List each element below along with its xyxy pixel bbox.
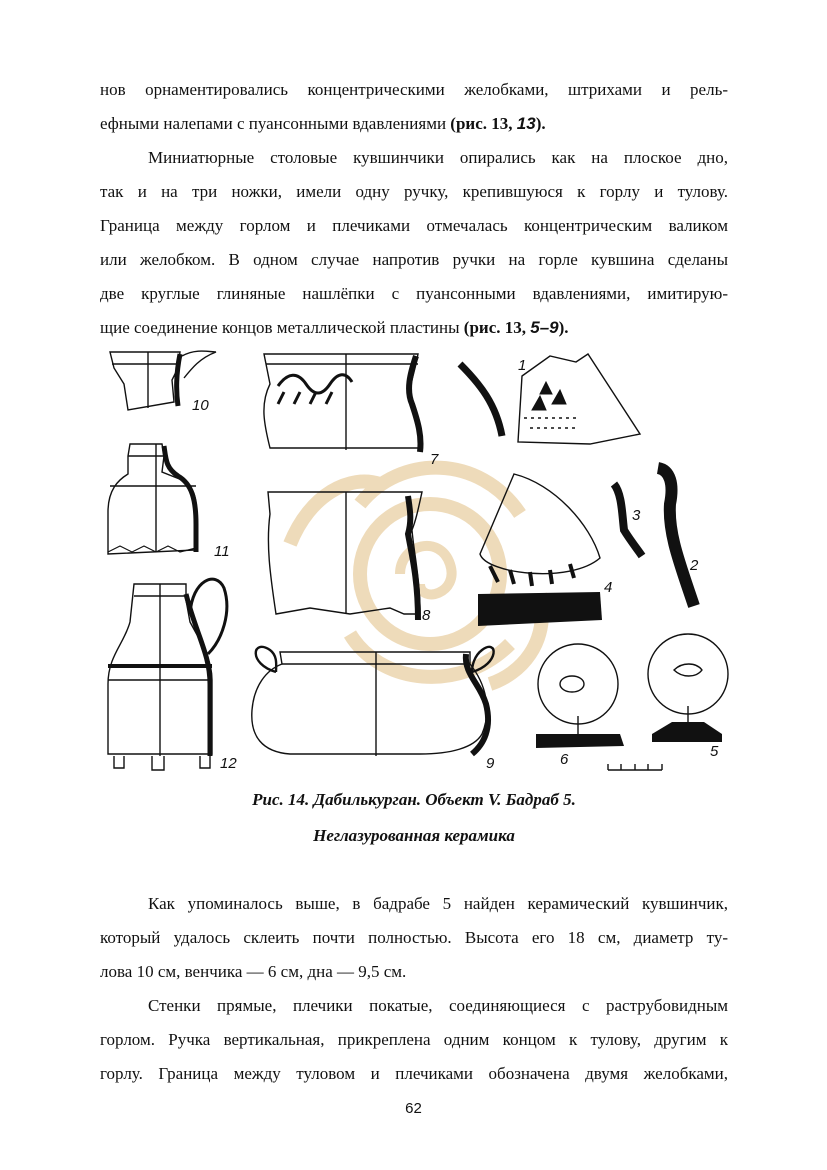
- ceramics-drawing: [100, 344, 740, 786]
- text-line: Как упоминалось выше, в бадрабе 5 найден керамический кувшинчик,: [148, 894, 728, 913]
- figure-labels: [192, 357, 719, 772]
- text-line: [100, 311, 728, 345]
- text-run: щие соединение концов металлической пластины: [100, 318, 464, 337]
- text-line: [100, 107, 728, 141]
- figure-label: 7: [430, 451, 439, 468]
- page-number: 62: [405, 1100, 422, 1117]
- figure-reference-close: ).: [558, 318, 569, 337]
- figure-reference-number[interactable]: 5–9: [530, 318, 559, 337]
- fragment-2: [658, 468, 694, 606]
- text-line: горлу. Граница между туловом и плечиками обозначена двумя желобками,: [100, 1064, 728, 1083]
- ceramics-figure: [100, 344, 740, 786]
- figure-label: 6: [560, 751, 569, 768]
- figure-caption-line1: Рис. 14. Дабилькурган. Объект V. Бадраб 5.: [252, 790, 576, 809]
- figure-label: 5: [710, 743, 719, 760]
- figure-reference-close: ).: [535, 114, 546, 133]
- text-run: ефными налепами с пуансонными вдавлениями: [100, 114, 451, 133]
- text-line: две круглые глиняные нашлёпки с пуансонными вдавлениями, имитирую-: [100, 284, 728, 303]
- text-line: лова 10 см, венчика — 6 см, дна — 9,5 см.: [100, 962, 407, 981]
- paragraph-4: [100, 989, 728, 1091]
- sherd-1: [460, 354, 640, 444]
- vessel-7: [264, 354, 422, 452]
- scale-bar: [608, 764, 662, 770]
- text-line: Миниатюрные столовые кувшинчики опирались как на плоское дно,: [148, 148, 728, 167]
- figure-label: 8: [422, 607, 431, 624]
- text-line: который удалось склеить почти полностью. Высота его 18 см, диаметр ту-: [100, 928, 728, 947]
- text-line: так и на три ножки, имели одну ручку, крепившуюся к горлу и тулову.: [100, 182, 728, 201]
- figure-reference[interactable]: (рис. 13,: [463, 318, 531, 337]
- text-line: или желобком. В одном случае напротив ручки на горле кувшина сделаны: [100, 250, 728, 269]
- figure-label: 2: [690, 557, 699, 574]
- figure-label: 10: [192, 397, 209, 414]
- figure-label: 1: [518, 357, 527, 374]
- stopper-5: [648, 634, 728, 742]
- figure-label: 11: [214, 543, 230, 560]
- stopper-6: [536, 644, 624, 748]
- figure-caption-line2: Неглазурованная керамика: [313, 826, 515, 845]
- text-line: Граница между горлом и плечиками отмечалась концентрическим валиком: [100, 216, 728, 235]
- text-line: Стенки прямые, плечики покатые, соединяющиеся с раструбовидным: [148, 996, 728, 1015]
- figure-label: 3: [632, 507, 641, 524]
- figure-label: 12: [220, 755, 237, 772]
- vessel-11: [108, 444, 197, 554]
- figure-reference[interactable]: (рис. 13,: [450, 114, 517, 133]
- text-line: нов орнаментировались концентрическими желобками, штрихами и рель-: [100, 80, 728, 99]
- figure-reference-number[interactable]: 13: [516, 114, 536, 133]
- figure-label: 9: [486, 755, 495, 772]
- paragraph-3: [100, 887, 728, 989]
- paragraph-top: [100, 73, 728, 141]
- figure-label: 4: [604, 579, 613, 596]
- text-line: горлом. Ручка вертикальная, прикреплена одним концом к тулову, другим к: [100, 1030, 728, 1049]
- paragraph-2: [100, 141, 728, 345]
- vessel-12: [108, 579, 227, 770]
